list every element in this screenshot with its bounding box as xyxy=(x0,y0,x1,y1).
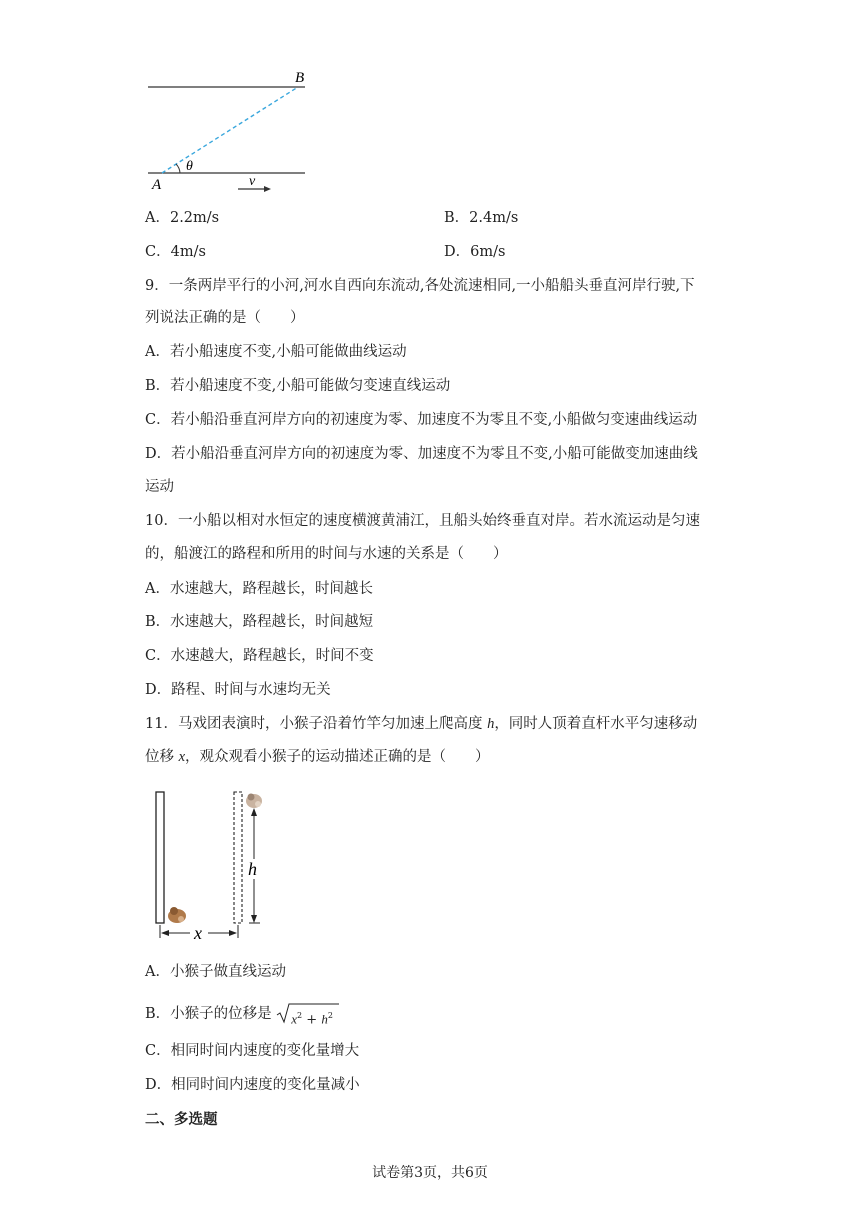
pole-final xyxy=(234,792,242,923)
path-a-to-b xyxy=(162,87,298,173)
formula-x-exp: 2 xyxy=(297,1011,303,1020)
theta-arc xyxy=(176,164,180,173)
height-label: h xyxy=(248,859,257,879)
q11-stem-line2-b: ，观众观看小猴子的运动描述正确的是（ ） xyxy=(185,749,490,765)
q8-option-d: D．6m/s xyxy=(444,244,506,260)
q10-stem-line1: 10．一小船以相对水恒定的速度横渡黄浦江，且船头始终垂直对岸。若水流运动是匀速 xyxy=(145,513,700,529)
height-arrow-head-top xyxy=(251,808,257,816)
section-heading-multiple-choice: 二、多选题 xyxy=(145,1112,218,1128)
q11-stem-line1 xyxy=(145,714,697,734)
q9-option-b: B．若小船速度不变,小船可能做匀变速直线运动 xyxy=(145,378,451,394)
q11-stem-var-h: h xyxy=(487,716,495,732)
displacement-head-right xyxy=(229,930,237,936)
displacement-label: x xyxy=(194,923,202,943)
monkey-bottom-icon xyxy=(168,907,186,923)
sqrt-inner xyxy=(291,1006,333,1030)
displacement-head-left xyxy=(161,930,169,936)
q10-option-c: C．水速越大，路程越长，时间不变 xyxy=(145,648,374,664)
q9-option-d-line1: D．若小船沿垂直河岸方向的初速度为零、加速度不为零且不变,小船可能做变加速曲线 xyxy=(145,446,698,462)
velocity-arrow-head xyxy=(264,186,271,192)
q11-stem-line1-a: 11．马戏团表演时，小猴子沿着竹竿匀加速上爬高度 xyxy=(145,716,488,732)
q9-option-a: A．若小船速度不变,小船可能做曲线运动 xyxy=(145,344,407,360)
q11-option-a: A．小猴子做直线运动 xyxy=(145,964,286,980)
formula-h-exp: 2 xyxy=(327,1011,333,1020)
q10-option-b: B．水速越大，路程越长，时间越短 xyxy=(145,614,374,630)
monkey-top-icon xyxy=(246,794,262,809)
sqrt-formula xyxy=(276,1003,340,1028)
q11-option-c: C．相同时间内速度的变化量增大 xyxy=(145,1043,360,1059)
q8-option-c: C．4m/s xyxy=(145,244,206,260)
q10-option-a: A．水速越大，路程越长，时间越长 xyxy=(145,581,373,597)
label-v: v xyxy=(249,174,256,189)
q8-option-a: A．2.2m/s xyxy=(145,210,220,226)
pole-initial xyxy=(156,792,164,923)
q11-option-d: D．相同时间内速度的变化量减小 xyxy=(145,1077,360,1093)
label-theta: θ xyxy=(186,159,193,174)
label-b: B xyxy=(295,70,305,86)
page-footer: 试卷第3页，共6页 xyxy=(372,1165,488,1181)
q9-stem-line1: 9．一条两岸平行的小河,河水自西向东流动,各处流速相同,一小船船头垂直河岸行驶,下 xyxy=(145,278,695,294)
q8-option-b: B．2.4m/s xyxy=(444,210,519,226)
q11-stem-line2 xyxy=(145,747,490,767)
q11-stem-line2-a: 位移 xyxy=(145,749,179,765)
monkey-pole-diagram xyxy=(150,788,280,943)
q9-option-c: C．若小船沿垂直河岸方向的初速度为零、加速度不为零且不变,小船做匀变速曲线运动 xyxy=(145,412,698,428)
q11-option-b-prefix: B．小猴子的位移是 xyxy=(145,1006,272,1022)
q9-option-d-line2: 运动 xyxy=(145,479,174,495)
label-a: A xyxy=(152,177,162,193)
formula-x: x xyxy=(291,1011,298,1027)
river-diagram xyxy=(140,65,315,195)
formula-h: h xyxy=(321,1011,328,1027)
formula-plus: + xyxy=(306,1012,318,1028)
q11-option-b xyxy=(145,1003,340,1028)
q9-stem-line2: 列说法正确的是（ ） xyxy=(145,310,305,326)
q11-stem-var-x: x xyxy=(178,749,186,765)
q10-option-d: D．路程、时间与水速均无关 xyxy=(145,682,331,698)
height-arrow-head-bottom xyxy=(251,915,257,923)
q11-stem-line1-b: ，同时人顶着直杆水平匀速移动 xyxy=(494,716,698,732)
q10-stem-line2: 的，船渡江的路程和所用的时间与水速的关系是（ ） xyxy=(145,546,508,562)
